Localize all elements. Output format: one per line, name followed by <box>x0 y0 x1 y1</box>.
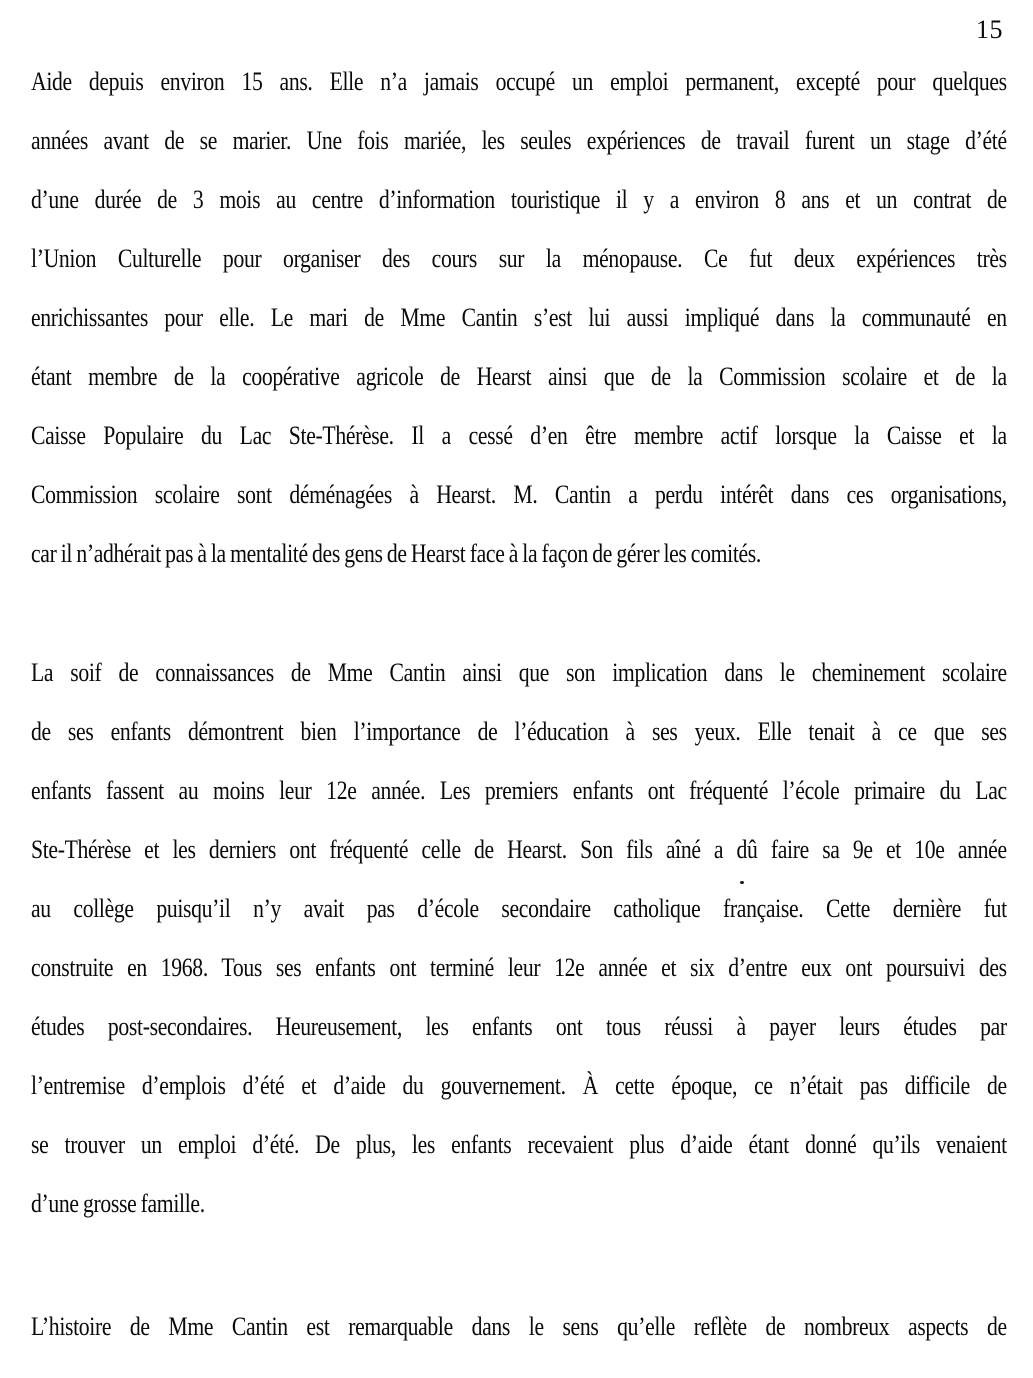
text-line: années avant de se marier. Une fois mariée, les seules expériences de travail furent un stage d’été <box>31 126 1007 155</box>
text-line: enfants fassent au moins leur 12e année. Les premiers enfants ont fréquenté l’école primaire du Lac <box>31 776 1007 805</box>
text-line: car il n’adhérait pas à la mentalité des gens de Hearst face à la façon de gérer les comités. <box>31 539 761 568</box>
page-number: 15 <box>976 15 1003 44</box>
text-line: Caisse Populaire du Lac Ste-Thérèse. Il a cessé d’en être membre actif lorsque la Caisse et la <box>31 421 1007 450</box>
text-line: construite en 1968. Tous ses enfants ont terminé leur 12e année et six d’entre eux ont poursuivi des <box>31 953 1007 982</box>
text-line: étant membre de la coopérative agricole de Hearst ainsi que de la Commission scolaire et de la <box>31 362 1007 391</box>
paragraph-education <box>31 643 1007 1233</box>
text-line: se trouver un emploi d’été. De plus, les enfants recevaient plus d’aide étant donné qu’ils venaient <box>31 1130 1007 1159</box>
text-line: d’une durée de 3 mois au centre d’information touristique il y a environ 8 ans et un contrat de <box>31 185 1007 214</box>
paragraph-community-involvement <box>31 52 1007 583</box>
text-line: enrichissantes pour elle. Le mari de Mme Cantin s’est lui aussi impliqué dans la communauté en <box>31 303 1007 332</box>
paragraph-conclusion-start <box>31 1295 1007 1358</box>
text-line: La soif de connaissances de Mme Cantin ainsi que son implication dans le cheminement scolaire <box>31 658 1007 687</box>
text-line: Aide depuis environ 15 ans. Elle n’a jamais occupé un emploi permanent, excepté pour quelques <box>31 67 1007 96</box>
text-line: d’une grosse famille. <box>31 1189 205 1218</box>
ink-dot-artifact <box>740 881 744 884</box>
text-line: Ste-Thérèse et les derniers ont fréquenté celle de Hearst. Son fils aîné a dû faire sa 9e et 10e année <box>31 835 1007 864</box>
text-line: Commission scolaire sont déménagées à Hearst. M. Cantin a perdu intérêt dans ces organisations, <box>31 480 1007 509</box>
text-line: L’histoire de Mme Cantin est remarquable dans le sens qu’elle reflète de nombreux aspects de <box>31 1312 1007 1341</box>
text-line: au collège puisqu’il n’y avait pas d’école secondaire catholique française. Cette dernière fut <box>31 894 1007 923</box>
text-line: l’entremise d’emplois d’été et d’aide du gouvernement. À cette époque, ce n’était pas difficile de <box>31 1071 1007 1100</box>
text-line: de ses enfants démontrent bien l’importance de l’éducation à ses yeux. Elle tenait à ce que ses <box>31 717 1007 746</box>
text-line: l’Union Culturelle pour organiser des cours sur la ménopause. Ce fut deux expériences très <box>31 244 1007 273</box>
text-line: études post-secondaires. Heureusement, les enfants ont tous réussi à payer leurs études par <box>31 1012 1007 1041</box>
